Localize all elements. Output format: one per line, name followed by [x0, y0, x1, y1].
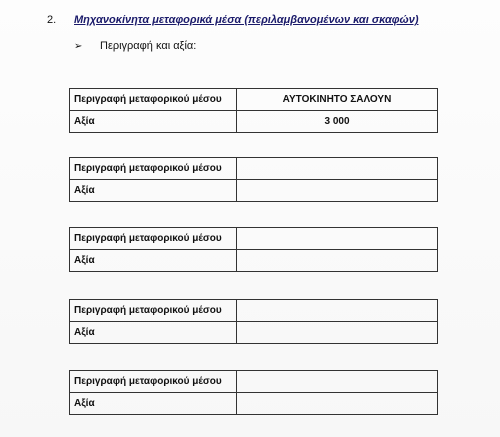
value-label: Αξία: [70, 111, 237, 133]
value-amount: 3 000: [237, 111, 438, 133]
value-label: Αξία: [70, 250, 237, 272]
vehicle-table: [69, 370, 438, 415]
table-row: [70, 393, 438, 415]
vehicle-table: [69, 88, 438, 133]
bullet-line: [74, 40, 196, 53]
table-row: [70, 300, 438, 322]
value-label: Αξία: [70, 180, 237, 202]
description-label: Περιγραφή μεταφορικού μέσου: [70, 228, 237, 250]
table-row: [70, 111, 438, 133]
table-row: [70, 322, 438, 344]
section-number: 2.: [47, 14, 57, 26]
description-value: [237, 228, 438, 250]
vehicle-table: [69, 157, 438, 202]
value-label: Αξία: [70, 322, 237, 344]
description-value: [237, 300, 438, 322]
table-row: [70, 180, 438, 202]
description-label: Περιγραφή μεταφορικού μέσου: [70, 371, 237, 393]
value-label: Αξία: [70, 393, 237, 415]
table-row: [70, 228, 438, 250]
vehicle-table: [69, 227, 438, 272]
table-row: [70, 250, 438, 272]
description-value: [237, 158, 438, 180]
value-amount: [237, 393, 438, 415]
description-value: [237, 371, 438, 393]
description-label: Περιγραφή μεταφορικού μέσου: [70, 89, 237, 111]
value-amount: [237, 250, 438, 272]
value-amount: [237, 322, 438, 344]
table-row: [70, 89, 438, 111]
value-amount: [237, 180, 438, 202]
bullet-text: Περιγραφή και αξία:: [100, 40, 197, 52]
table-row: [70, 371, 438, 393]
description-value: ΑΥΤΟΚΙΝΗΤΟ ΣΑΛΟΥΝ: [237, 89, 438, 111]
arrow-bullet-icon: ➢: [74, 41, 83, 52]
section-title: Μηχανοκίνητα μεταφορικά μέσα (περιλαμβανομένων και σκαφών): [74, 14, 419, 26]
vehicle-table: [69, 299, 438, 344]
description-label: Περιγραφή μεταφορικού μέσου: [70, 300, 237, 322]
table-row: [70, 158, 438, 180]
description-label: Περιγραφή μεταφορικού μέσου: [70, 158, 237, 180]
